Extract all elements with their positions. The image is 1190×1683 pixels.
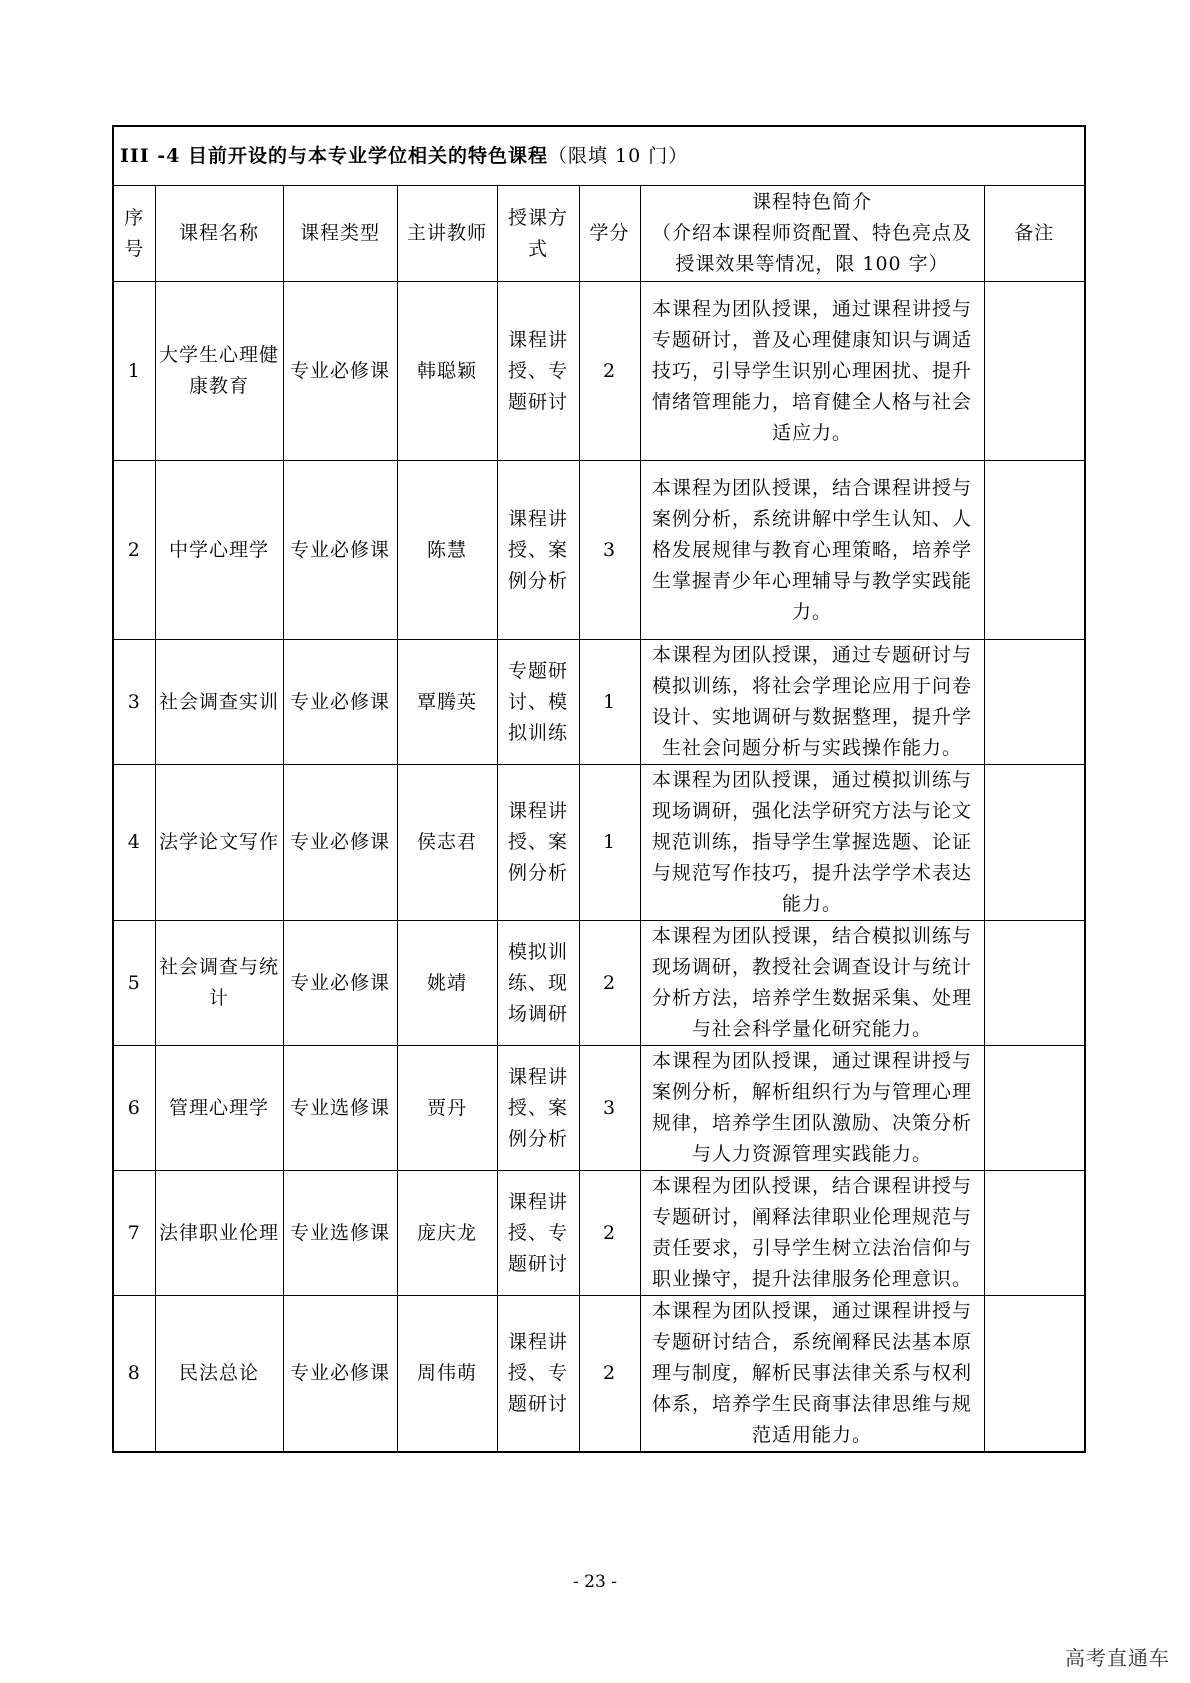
cell-credit: 3 xyxy=(579,1046,640,1171)
cell-remark xyxy=(984,1171,1085,1296)
cell-method: 课程讲授、专题研讨 xyxy=(497,282,579,461)
cell-credit: 1 xyxy=(579,640,640,765)
cell-method: 课程讲授、专题研讨 xyxy=(497,1296,579,1453)
section-title-bold: III -4 目前开设的与本专业学位相关的特色课程 xyxy=(120,144,548,167)
cell-method: 课程讲授、专题研讨 xyxy=(497,1171,579,1296)
header-type: 课程类型 xyxy=(283,186,397,282)
page-number: - 23 - xyxy=(573,1572,617,1592)
table-row xyxy=(113,282,1085,461)
course-table-sheet xyxy=(112,125,1084,1453)
cell-remark xyxy=(984,282,1085,461)
cell-description: 本课程为团队授课，通过课程讲授与专题研讨结合，系统阐释民法基本原理与制度，解析民事法律关系与权利体系，培养学生民商事法律思维与规范适用能力。 xyxy=(640,1296,984,1453)
cell-index: 3 xyxy=(113,640,155,765)
cell-course-type: 专业选修课 xyxy=(283,1171,397,1296)
cell-method: 课程讲授、案例分析 xyxy=(497,461,579,640)
cell-teacher: 侯志君 xyxy=(397,765,497,921)
cell-course-type: 专业必修课 xyxy=(283,461,397,640)
header-description-title: 课程特色简介 xyxy=(751,191,872,213)
cell-teacher: 姚靖 xyxy=(397,921,497,1046)
header-name: 课程名称 xyxy=(155,186,283,282)
cell-teacher: 庞庆龙 xyxy=(397,1171,497,1296)
cell-description: 本课程为团队授课，通过专题研讨与模拟训练，将社会学理论应用于问卷设计、实地调研与数据整理，提升学生社会问题分析与实践操作能力。 xyxy=(640,640,984,765)
cell-course-type: 专业必修课 xyxy=(283,640,397,765)
section-title xyxy=(113,126,1085,186)
header-remark: 备注 xyxy=(984,186,1085,282)
cell-index: 4 xyxy=(113,765,155,921)
header-teacher: 主讲教师 xyxy=(397,186,497,282)
cell-credit: 2 xyxy=(579,282,640,461)
cell-method: 课程讲授、案例分析 xyxy=(497,1046,579,1171)
cell-description: 本课程为团队授课，通过模拟训练与现场调研，强化法学研究方法与论文规范训练，指导学生掌握选题、论证与规范写作技巧，提升法学学术表达能力。 xyxy=(640,765,984,921)
table-row xyxy=(113,461,1085,640)
featured-courses-table xyxy=(112,125,1086,1453)
cell-course-type: 专业选修课 xyxy=(283,1046,397,1171)
cell-index: 6 xyxy=(113,1046,155,1171)
cell-teacher: 陈慧 xyxy=(397,461,497,640)
table-row xyxy=(113,640,1085,765)
table-row xyxy=(113,1296,1085,1453)
cell-index: 2 xyxy=(113,461,155,640)
cell-description: 本课程为团队授课，通过课程讲授与专题研讨，普及心理健康知识与调适技巧，引导学生识别心理困扰、提升情绪管理能力，培育健全人格与社会适应力。 xyxy=(640,282,984,461)
section-title-row xyxy=(113,126,1085,186)
cell-teacher: 贾丹 xyxy=(397,1046,497,1171)
cell-remark xyxy=(984,1046,1085,1171)
cell-course-type: 专业必修课 xyxy=(283,1296,397,1453)
cell-course-type: 专业必修课 xyxy=(283,765,397,921)
cell-teacher: 周伟萌 xyxy=(397,1296,497,1453)
cell-remark xyxy=(984,1296,1085,1453)
watermark-text: 高考直通车 xyxy=(1065,1646,1170,1670)
header-method: 授课方式 xyxy=(497,186,579,282)
cell-description: 本课程为团队授课，结合课程讲授与专题研讨，阐释法律职业伦理规范与责任要求，引导学生树立法治信仰与职业操守，提升法律服务伦理意识。 xyxy=(640,1171,984,1296)
cell-credit: 2 xyxy=(579,921,640,1046)
cell-course-name: 法律职业伦理 xyxy=(155,1171,283,1296)
cell-method: 课程讲授、案例分析 xyxy=(497,765,579,921)
cell-method: 专题研讨、模拟训练 xyxy=(497,640,579,765)
cell-course-name: 民法总论 xyxy=(155,1296,283,1453)
cell-credit: 2 xyxy=(579,1171,640,1296)
table-row xyxy=(113,1046,1085,1171)
table-header-row xyxy=(113,186,1085,282)
cell-course-type: 专业必修课 xyxy=(283,282,397,461)
cell-index: 1 xyxy=(113,282,155,461)
header-description xyxy=(640,186,984,282)
cell-description: 本课程为团队授课，结合课程讲授与案例分析，系统讲解中学生认知、人格发展规律与教育心理策略，培养学生掌握青少年心理辅导与教学实践能力。 xyxy=(640,461,984,640)
section-title-note: （限填 10 门） xyxy=(548,144,689,167)
cell-method: 模拟训练、现场调研 xyxy=(497,921,579,1046)
table-row xyxy=(113,765,1085,921)
cell-course-name: 社会调查与统计 xyxy=(155,921,283,1046)
cell-description: 本课程为团队授课，通过课程讲授与案例分析，解析组织行为与管理心理规律，培养学生团队激励、决策分析与人力资源管理实践能力。 xyxy=(640,1046,984,1171)
cell-remark xyxy=(984,461,1085,640)
cell-course-type: 专业必修课 xyxy=(283,921,397,1046)
cell-remark xyxy=(984,921,1085,1046)
cell-course-name: 社会调查实训 xyxy=(155,640,283,765)
table-row xyxy=(113,921,1085,1046)
cell-index: 5 xyxy=(113,921,155,1046)
cell-index: 7 xyxy=(113,1171,155,1296)
cell-course-name: 中学心理学 xyxy=(155,461,283,640)
cell-course-name: 法学论文写作 xyxy=(155,765,283,921)
cell-teacher: 覃腾英 xyxy=(397,640,497,765)
cell-credit: 2 xyxy=(579,1296,640,1453)
cell-course-name: 管理心理学 xyxy=(155,1046,283,1171)
header-credit: 学分 xyxy=(579,186,640,282)
cell-course-name: 大学生心理健康教育 xyxy=(155,282,283,461)
table-row xyxy=(113,1171,1085,1296)
cell-remark xyxy=(984,765,1085,921)
cell-index: 8 xyxy=(113,1296,155,1453)
header-description-note: （介绍本课程师资配置、特色亮点及授课效果等情况，限 100 字） xyxy=(651,222,972,275)
cell-credit: 3 xyxy=(579,461,640,640)
header-index: 序号 xyxy=(113,186,155,282)
cell-teacher: 韩聪颖 xyxy=(397,282,497,461)
cell-credit: 1 xyxy=(579,765,640,921)
cell-description: 本课程为团队授课，结合模拟训练与现场调研，教授社会调查设计与统计分析方法，培养学生数据采集、处理与社会科学量化研究能力。 xyxy=(640,921,984,1046)
cell-remark xyxy=(984,640,1085,765)
